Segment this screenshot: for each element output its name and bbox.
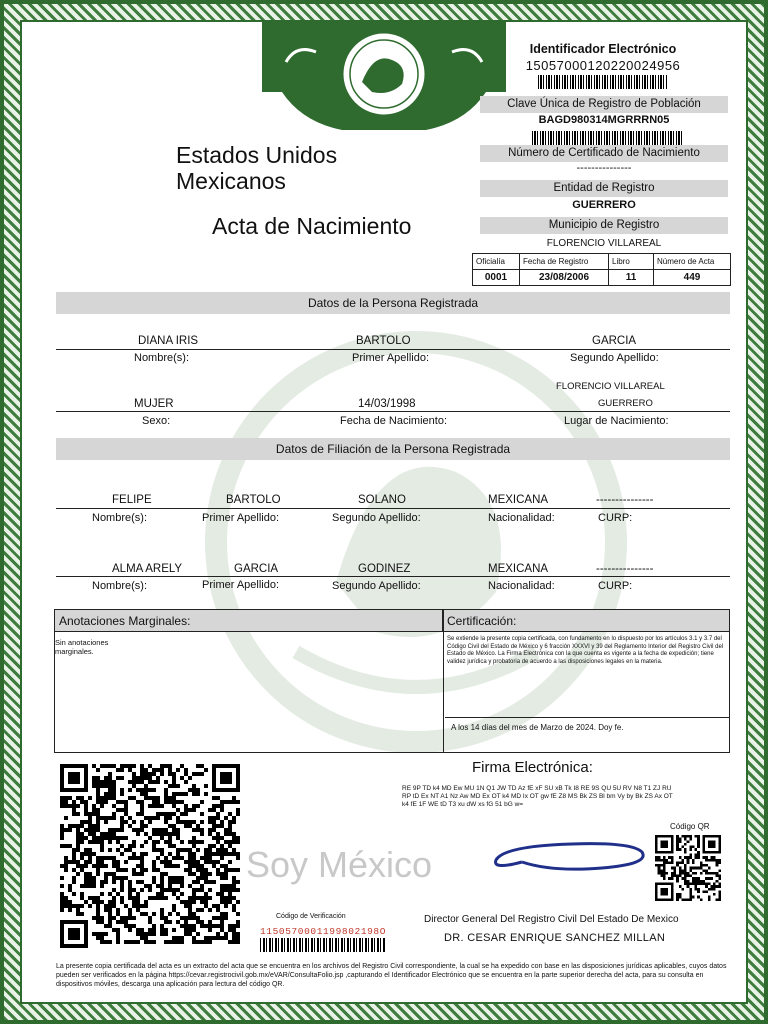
- father-curp: ---------------: [596, 494, 654, 506]
- birth-place-label: Lugar de Nacimiento:: [564, 415, 669, 427]
- country-title: [176, 142, 337, 194]
- certification-date: A los 14 días del mes de Marzo de 2024. Doy fe.: [451, 723, 624, 732]
- section-registered-person: Datos de la Persona Registrada: [56, 292, 730, 314]
- birth-date-label: Fecha de Nacimiento:: [340, 415, 447, 427]
- country-line-1: Estados Unidos: [176, 142, 338, 168]
- mother-nat-label: Nacionalidad:: [488, 580, 555, 592]
- certification-text: Se extiende la presente copia certificada, con fundamento en lo dispuesto por los artículos 3.1 y 3.7 del Código Civil del Estado de México y 6 fracción XXXVI y 39 del Reglamento Interior del Registro Civil del Estado de México. La Firma Electrónica con la que cuenta es vigente a la fecha de expedición; tiene validez jurídica y probatoria de acuerdo a las disposiciones legales en la materia.: [447, 636, 724, 665]
- birth-state: GUERRERO: [598, 398, 653, 409]
- father-name-label: Nombre(s):: [92, 512, 148, 524]
- father-nat-label: Nacionalidad:: [488, 512, 555, 524]
- certification-title: Certificación:: [443, 610, 729, 632]
- father-name: FELIPE: [112, 494, 152, 506]
- birth-municipality: FLORENCIO VILLAREAL: [556, 381, 665, 392]
- mother-first-label: Primer Apellido:: [202, 579, 280, 591]
- table-cell: 0001: [473, 270, 520, 286]
- divider: [56, 576, 730, 577]
- mother-second-surname: GODINEZ: [358, 563, 411, 575]
- verification-code: 1150570001199802198O: [260, 926, 387, 937]
- table-header: Fecha de Registro: [520, 254, 609, 270]
- father-first-surname: BARTOLO: [226, 494, 281, 506]
- qr-code-label: Código QR: [670, 822, 710, 831]
- first-name-label: Nombre(s):: [134, 352, 190, 364]
- footer-legal-text: La presente copia certificada del acta es un extracto del acta que se encuentra en los archivos del Registro Civil correspondiente, la cual se ha expedido con base en las disposiciones jurídicas aplicables, cuyos datos pueden ser verificados en la página https://cevar.registrocivil.gob.mx/eVAR/ConsultaFolio.jsp ,capturando el Identificador Electrónico que se encuentra en la parte superior derecha del acta, para su consulta en dispositivos móviles, descarga una aplicación para lectura del código QR.: [56, 963, 727, 988]
- father-second-label: Segundo Apellido:: [332, 512, 421, 524]
- table-cell: 449: [654, 270, 731, 286]
- curp-barcode: [532, 131, 682, 145]
- annotations-text: Sin anotaciones marginales.: [55, 638, 109, 656]
- section-filiation: Datos de Filiación de la Persona Registrada: [56, 438, 730, 460]
- cert-number-label: Número de Certificado de Nacimiento: [480, 145, 728, 162]
- mother-name: ALMA ARELY: [112, 563, 183, 575]
- annotations-title: Anotaciones Marginales:: [55, 610, 443, 632]
- table-header: Libro: [609, 254, 654, 270]
- first-surname-label: Primer Apellido:: [352, 352, 430, 364]
- curp-value: BAGD980314MGRRRN05: [538, 114, 670, 126]
- mother-nationality: MEXICANA: [488, 563, 549, 575]
- verification-barcode: [260, 938, 386, 952]
- cert-number-value: ---------------: [576, 162, 632, 174]
- table-header: Número de Acta: [654, 254, 731, 270]
- father-second-surname: SOLANO: [358, 494, 406, 506]
- table-cell: 23/08/2006: [520, 270, 609, 286]
- table-cell: 11: [609, 270, 654, 286]
- father-nationality: MEXICANA: [488, 494, 549, 506]
- divider: [56, 411, 730, 412]
- mother-name-label: Nombre(s):: [92, 580, 148, 592]
- soy-mexico-watermark: Soy México: [246, 844, 433, 885]
- divider: [56, 508, 730, 509]
- electronic-signature-code: RE 9P TD k4 MD Ew MU 1N Q1 JW TD Az fE xF SU xB Tk I8 RE 9S QU 5U RV N8 T1 ZJ RU RP tD Ex NT A1 Nz Aw MD Ex OT k4 MD Ix OT gw fE Z8 MS Bk ZS Bl bm Vy by Bk ZS Ax OT k4 fE 1F WE tD T3 xu dW xs fG 51 bG w=: [402, 785, 673, 808]
- director-title: Director General Del Registro Civil Del Estado De Mexico: [424, 914, 679, 925]
- director-name: DR. CESAR ENRIQUE SANCHEZ MILLAN: [444, 932, 666, 944]
- annotations-box: [54, 609, 730, 753]
- electronic-id: [480, 42, 726, 89]
- mother-curp: ---------------: [596, 563, 654, 575]
- table-header: Oficialía: [473, 254, 520, 270]
- electronic-signature-title: Firma Electrónica:: [472, 759, 593, 776]
- father-first-label: Primer Apellido:: [202, 512, 280, 524]
- father-curp-label: CURP:: [598, 512, 633, 524]
- curp-label: Clave Única de Registro de Población: [480, 96, 728, 113]
- mother-first-surname: GARCIA: [234, 563, 279, 575]
- country-line-2: Mexicanos: [176, 168, 286, 194]
- divider: [443, 610, 444, 752]
- electronic-id-value: 15057000120220024956: [525, 58, 681, 73]
- national-seal-icon: [262, 22, 506, 134]
- divider: [56, 349, 730, 350]
- entity-value: GUERRERO: [572, 199, 636, 211]
- sex-value: MUJER: [134, 398, 174, 410]
- mother-curp-label: CURP:: [598, 580, 633, 592]
- signature-icon: [482, 832, 652, 878]
- birth-date-value: 14/03/1998: [358, 398, 416, 410]
- mother-second-label: Segundo Apellido:: [332, 580, 421, 592]
- electronic-id-label: Identificador Electrónico: [529, 42, 677, 56]
- registered-first-surname: BARTOLO: [356, 335, 411, 347]
- registered-first-name: DIANA IRIS: [138, 335, 199, 347]
- municipality-value: FLORENCIO VILLAREAL: [546, 238, 662, 249]
- municipality-label: Municipio de Registro: [480, 217, 728, 234]
- electronic-id-barcode: [538, 75, 668, 89]
- divider: [445, 717, 729, 718]
- second-surname-label: Segundo Apellido:: [570, 352, 659, 364]
- entity-label: Entidad de Registro: [480, 180, 728, 197]
- verification-code-label: Código de Verificación: [276, 913, 346, 920]
- sex-label: Sexo:: [142, 415, 171, 427]
- small-qr-code-icon: [655, 834, 721, 902]
- qr-code-icon: [60, 764, 240, 948]
- registered-second-surname: GARCIA: [592, 335, 637, 347]
- certificate-sheet: [26, 22, 742, 1002]
- registry-table: [472, 253, 731, 286]
- document-title: Acta de Nacimiento: [212, 213, 412, 239]
